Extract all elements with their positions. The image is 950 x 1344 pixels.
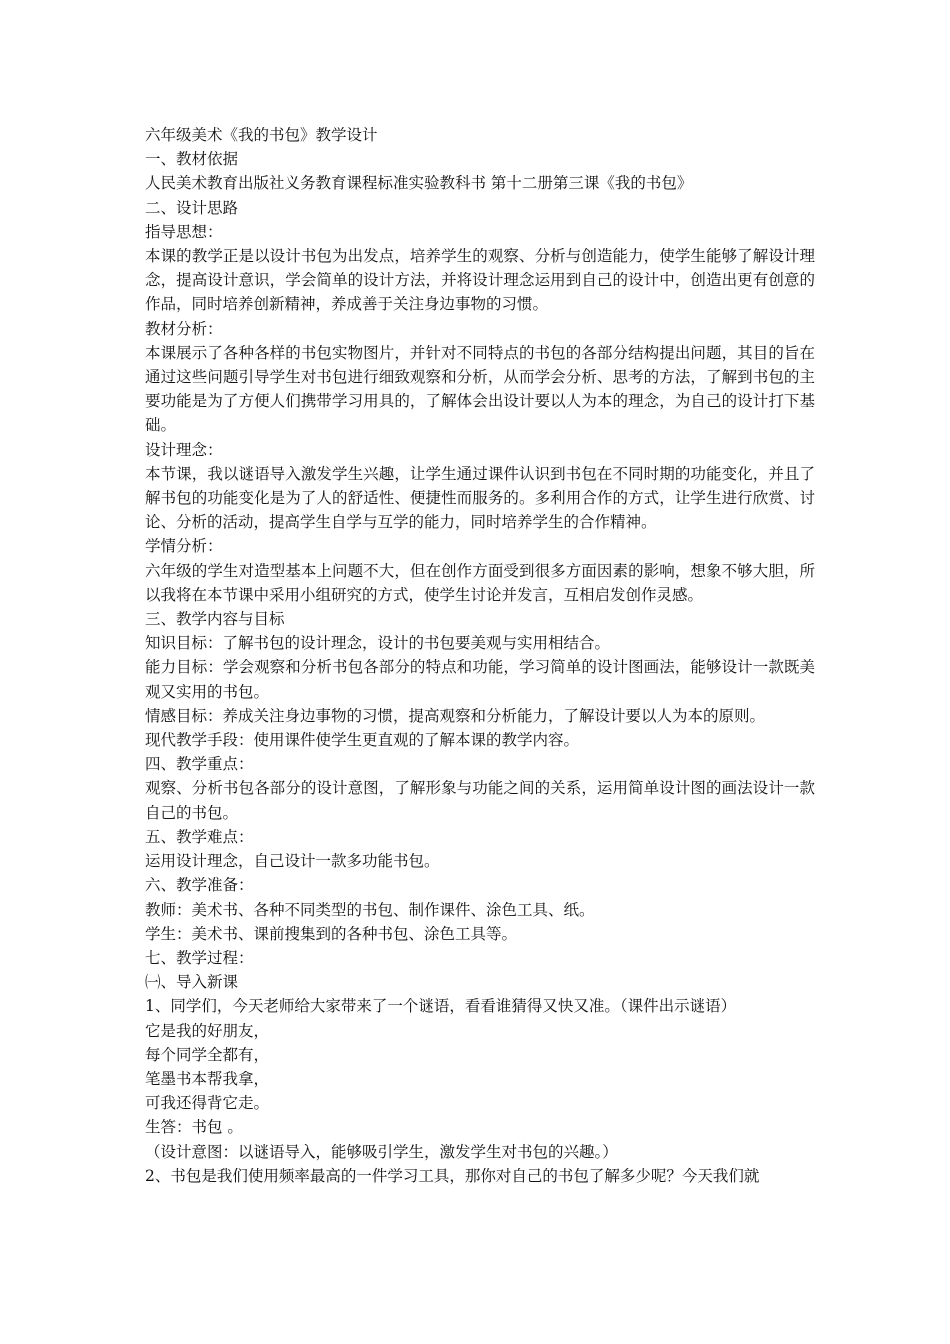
section-heading-1: 一、教材依据 <box>145 150 239 169</box>
riddle-line-4: 可我还得背它走。 <box>145 1094 270 1113</box>
paragraph-material-analysis: 本课展示了各种各样的书包实物图片，并针对不同特点的书包的各部分结构提出问题，其目的旨在通过这些问题引导学生对书包进行细致观察和分析，从而学会分析、思考的方法，了解到书包的主要功能是为了方便人们携带学习用具的，了解体会出设计要以人为本的理念，为自己的设计打下基础。 <box>145 343 815 435</box>
goal-emotion: 情感目标：养成关注身边事物的习惯，提高观察和分析能力，了解设计要以人为本的原则。 <box>145 706 766 725</box>
section-heading-3: 三、教学内容与目标 <box>145 610 285 629</box>
document-body <box>145 123 815 1188</box>
step-2: 2、书包是我们使用频率最高的一件学习工具，那你对自己的书包了解多少呢？今天我们就 <box>145 1166 760 1185</box>
riddle-line-2: 每个同学全都有， <box>145 1045 270 1064</box>
subheading-design-concept: 设计理念： <box>145 440 223 459</box>
section-heading-5: 五、教学难点： <box>145 827 254 846</box>
subheading-material-analysis: 教材分析： <box>145 319 223 338</box>
section-heading-7: 七、教学过程： <box>145 948 254 967</box>
prep-teacher: 教师：美术书、各种不同类型的书包、制作课件、涂色工具、纸。 <box>145 900 595 919</box>
riddle-answer: 生答：书包 。 <box>145 1118 243 1137</box>
design-intent-note: （设计意图：以谜语导入，能够吸引学生，激发学生对书包的兴趣。） <box>145 1142 618 1161</box>
section-heading-2: 二、设计思路 <box>145 198 239 217</box>
section-heading-4: 四、教学重点： <box>145 755 254 774</box>
paragraph-student-analysis: 六年级的学生对造型基本上问题不大，但在创作方面受到很多方面因素的影响，想象不够大胆，所以我将在本节课中采用小组研究的方式，使学生讨论并发言，互相启发创作灵感。 <box>145 561 815 604</box>
teaching-means: 现代教学手段：使用课件使学生更直观的了解本课的教学内容。 <box>145 731 580 750</box>
goal-knowledge: 知识目标：了解书包的设计理念，设计的书包要美观与实用相结合。 <box>145 634 611 653</box>
document-title: 六年级美术《我的书包》教学设计 <box>145 126 378 144</box>
paragraph-design-concept: 本节课，我以谜语导入激发学生兴趣，让学生通过课件认识到书包在不同时期的功能变化，并且了解书包的功能变化是为了人的舒适性、便捷性而服务的。多利用合作的方式，让学生进行欣赏、讨论、分析的活动，提高学生自学与互学的能力，同时培养学生的合作精神。 <box>145 464 815 532</box>
section-heading-6: 六、教学准备： <box>145 876 254 895</box>
prep-student: 学生：美术书、课前搜集到的各种书包、涂色工具等。 <box>145 924 518 943</box>
riddle-line-3: 笔墨书本帮我拿， <box>145 1069 270 1088</box>
subheading-student-analysis: 学情分析： <box>145 537 223 556</box>
textbook-source: 人民美术教育出版社义务教育课程标准实验教科书 第十二册第三课《我的书包》 <box>145 174 693 193</box>
paragraph-difficulties: 运用设计理念，自己设计一款多功能书包。 <box>145 852 440 871</box>
riddle-line-1: 它是我的好朋友， <box>145 1021 270 1040</box>
paragraph-key-points: 观察、分析书包各部分的设计意图，了解形象与功能之间的关系，运用简单设计图的画法设计一款自己的书包。 <box>145 779 815 822</box>
subsection-intro: ㈠、导入新课 <box>145 973 239 992</box>
paragraph-guiding-idea: 本课的教学正是以设计书包为出发点，培养学生的观察、分析与创造能力，使学生能够了解设计理念，提高设计意识，学会简单的设计方法，并将设计理念运用到自己的设计中，创造出更有创意的作品，同时培养创新精神，养成善于关注身边事物的习惯。 <box>145 247 815 314</box>
subheading-guiding-idea: 指导思想： <box>145 222 223 241</box>
step-1: 1、同学们，今天老师给大家带来了一个谜语，看看谁猜得又快又准。（课件出示谜语） <box>145 997 737 1016</box>
goal-ability: 能力目标：学会观察和分析书包各部分的特点和功能，学习简单的设计图画法，能够设计一款既美观又实用的书包。 <box>145 658 815 701</box>
